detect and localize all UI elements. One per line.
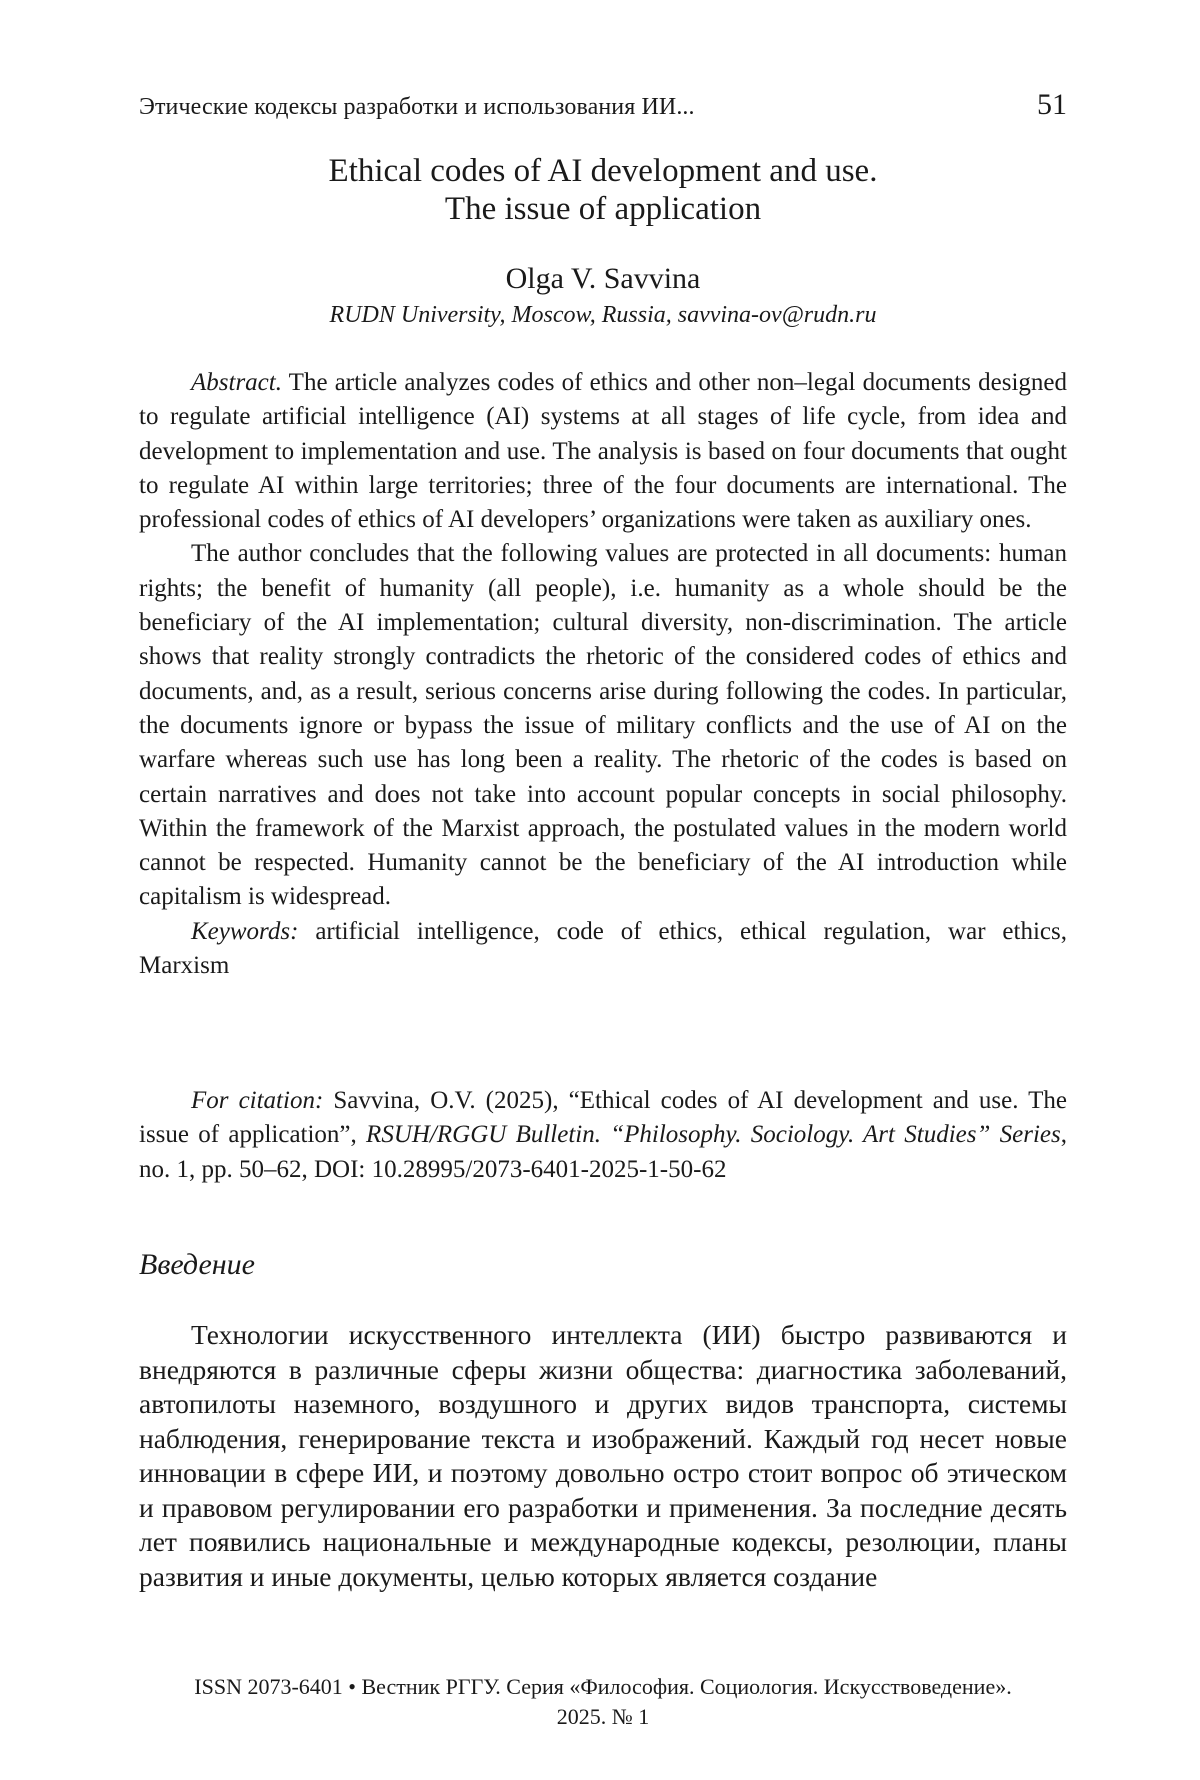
citation-paragraph bbox=[139, 1084, 1067, 1187]
author-name: Olga V. Savvina bbox=[505, 262, 701, 295]
running-header bbox=[139, 88, 1067, 128]
abstract-label: Abstract. bbox=[191, 369, 282, 396]
citation-journal: RSUH/RGGU Bulletin. “Philosophy. Sociology. Art Studies” Series bbox=[366, 1121, 1061, 1149]
keywords-paragraph bbox=[139, 915, 1067, 984]
introduction-heading: Введение bbox=[139, 1248, 255, 1281]
abstract-paragraph-1 bbox=[139, 366, 1067, 537]
page-footer bbox=[139, 1672, 1067, 1732]
article-title-line-1: Ethical codes of AI development and use. bbox=[328, 153, 878, 189]
footer-line-2: 2025. № 1 bbox=[556, 1704, 650, 1729]
page-number: 51 bbox=[1037, 88, 1067, 121]
article-title bbox=[139, 152, 1067, 228]
citation-label: For citation: bbox=[191, 1087, 324, 1114]
author-affiliation: RUDN University, Moscow, Russia, savvina-ov@rudn.ru bbox=[329, 302, 877, 328]
footer-line-1: ISSN 2073-6401 • Вестник РГГУ. Серия «Философия. Социология. Искусствоведение». bbox=[194, 1674, 1012, 1699]
introduction-paragraph: Технологии искусственного интеллекта (ИИ) быстро развиваются и внедряются в различные сферы жизни общества: диагностика заболеваний, автопилоты наземного, воздушного и других видов транспорта, системы наблюдения, генерирование текста и изображений. Каждый год несет новые инновации в сфере ИИ, и поэтому довольно остро стоит вопрос об этическом и правовом регулировании его разработки и применения. За последние десять лет появились национальные и международные кодексы, резолюции, планы развития и иные документы, целью которых является создание bbox=[139, 1319, 1067, 1592]
citation-section bbox=[139, 1084, 1067, 1187]
keywords-text: artificial intelligence, code of ethics, ethical regulation, war ethics, Marxism bbox=[139, 917, 1067, 980]
article-title-line-2: The issue of application bbox=[444, 191, 762, 227]
abstract-section bbox=[139, 366, 1067, 983]
keywords-label: Keywords: bbox=[191, 917, 299, 945]
introduction-section bbox=[139, 1318, 1067, 1594]
citation-text-after: , no. 1, pp. 50–62, DOI: 10.28995/2073-6401-2025-1-50-62 bbox=[139, 1121, 1067, 1183]
abstract-paragraph-2: The author concludes that the following values are protected in all documents: human rights; the benefit of humanity (all people), i.e. humanity as a whole should be the beneficiary of the AI implementation; cultural diversity, non-discrimination. The article shows that reality strongly contradicts the rhetoric of the considered codes of ethics and documents, and, as a result, serious concerns arise during following the codes. In particular, the documents ignore or bypass the issue of military conflicts and the use of AI on the warfare whereas such use has long been a reality. The rhetoric of the codes is based on certain narratives and does not take into account popular concepts in social philosophy. Within the framework of the Marxist approach, the postulated values in the modern world cannot be respected. Humanity cannot be the beneficiary of the AI introduction while capitalism is widespread. bbox=[139, 540, 1067, 911]
running-title: Этические кодексы разработки и использования ИИ... bbox=[139, 94, 695, 120]
abstract-text-1: The article analyzes codes of ethics and other non–legal documents designed to regulate artificial intelligence (AI) systems at all stages of life cycle, from idea and development to implementation and use. The analysis is based on four documents that ought to regulate AI within large territories; three of the four documents are international. The professional codes of ethics of AI developers’ organizations were taken as auxiliary ones. bbox=[139, 369, 1067, 534]
citation-text-before: Savvina, O.V. (2025), “Ethical codes of AI development and use. The issue of application”, bbox=[139, 1087, 1067, 1149]
